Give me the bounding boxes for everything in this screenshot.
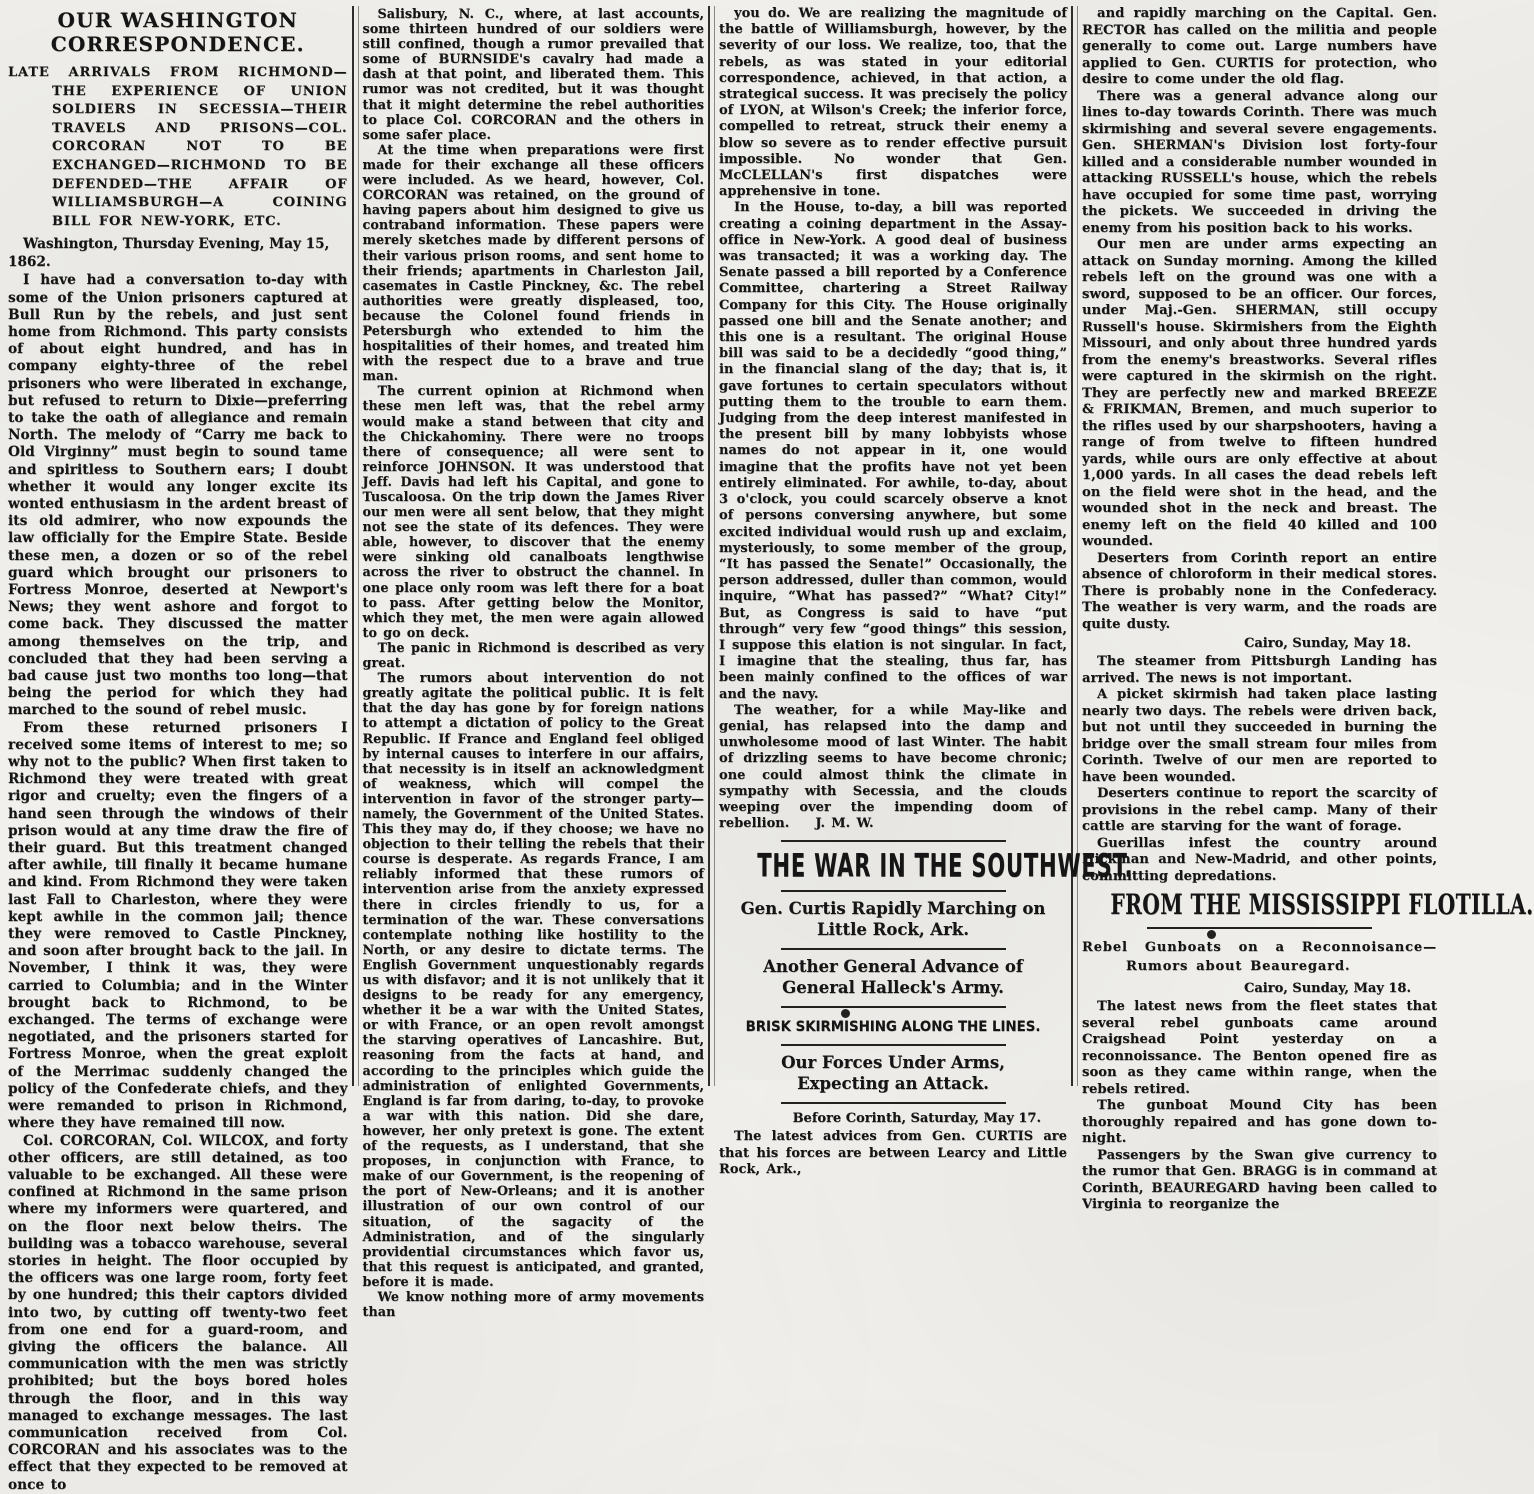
article-paragraph: At the time when preparations were first made for their exchange all these officers were included. As we heard, however, Col. CORCORAN was retained, on the ground of having papers about him designed to give us contraband information. These papers were merely sketches made by different persons of their various prison rooms, and sent home to their friends; apartments in Charleston Jail, casemates in Castle Pinckney, &c. The rebel authorities were greatly displeased, too, because the Colonel found friends in Petersburgh who extended to him the hospitalities of their homes, and treated him with the respect due to a brave and true man.	[362, 141, 704, 384]
article-subdeck: Rebel Gunboats on a Reconnoisance—Rumors about Beauregard.	[1082, 940, 1437, 974]
article-paragraph: The panic in Richmond is described as very great.	[362, 639, 704, 671]
article-paragraph: There was a general advance along our lines to-day towards Corinth. There was much skirmishing and several severe engagements. Gen. SHERMAN's Division lost forty-four killed and a considerable number wounded in attacking RUSSELL's house, which the rebels have occupied for some time past, worrying the pickets. We succeeded in driving the enemy from his position back to his works.	[1082, 88, 1437, 236]
newspaper-column-3	[719, 6, 1134, 1177]
article-paragraph: Col. CORCORAN, Col. WILCOX, and forty other officers, are still detained, as too valuable to be exchanged. All these were confined at Richmond in the same prison where my informers were quartered, and on the floor next below theirs. The building was a tobacco warehouse, several stories in height. The floor occupied by the officers was one large room, forty feet by one hundred; this their captors divided into two, by cutting off twenty-two feet from one end for a guard-room, and giving the officers the balance. All communication with the men was strictly prohibited; but the boys bored holes through the floor, and in this way managed to exchange messages. The last communication received from Col. CORCORAN and his associates was to the effect that they expected to be removed at once to	[8, 1132, 348, 1493]
section-rule-ornament	[781, 1006, 1006, 1008]
article-paragraph: you do. We are realizing the magnitude of the battle of Williamsburgh, however, by the severity of our loss. We realize, too, that the rebels, as was stated in your editorial correspondence, achieved, in that action, a strategical success. It was precisely the policy of LYON, at Wilson's Creek; the inferior force, compelled to retreat, struck their enemy a blow so severe as to render effective pursuit impossible. No wonder that Gen. McCLELLAN's first dispatches were apprehensive in tone.	[719, 6, 1067, 200]
column-divider	[1071, 6, 1078, 1086]
article-paragraph: In the House, to-day, a bill was reported creating a coining department in the Assay-office in New-York. A good deal of business was transacted; it was a working day. The Senate passed a bill reported by a Conference Committee, chartering a Street Railway Company for this City. The House originally passed one bill and the Senate another; and this one is a resultant. The original House bill was said to be a decidedly “good thing,” in the financial slang of the day; that is, it gave fortunes to certain speculators without putting them to the trouble to earn them. Judging from the deep interest manifested in the present bill by many lobbyists whose names do not appear in it, one would imagine that the profits have not yet been entirely eliminated. For awhile, to-day, about 3 o'clock, you could scarcely observe a knot of persons conversing anywhere, but some excited individual would rush up and exclaim, mysteriously, to some member of the group, “It has passed the Senate!” Occasionally, the person addressed, duller than common, would inquire, “What has passed?” “What? City!” But, as Congress is said to have “put through” very few “good things” this session, I suppose this elation is not singular. In fact, I imagine that the stealing, thus far, has been mainly confined to the offices of war and the navy.	[719, 200, 1067, 702]
section-headline: THE WAR IN THE SOUTHWEST.	[757, 848, 1134, 886]
section-rule-ornament	[1147, 927, 1372, 929]
section-rule	[781, 1044, 1006, 1046]
column-divider	[352, 6, 359, 1086]
article-paragraph: The latest advices from Gen. CURTIS are that his forces are between Learcy and Little Rock, Ark.,	[719, 1129, 1067, 1177]
section-headline: FROM THE MISSISSIPPI FLOTILLA.	[1110, 887, 1534, 922]
article-paragraph: Passengers by the Swan give currency to the rumor that Gen. BRAGG is in command at Corinth, BEAUREGARD having been called to Virginia to reorganize the	[1082, 1147, 1437, 1213]
dateline: Washington, Thursday Evening, May 15, 1862.	[8, 236, 330, 271]
article-paragraph: A picket skirmish had taken place lasting nearly two days. The rebels were driven back, but not until they succeeded in burning the bridge over the small stream four miles from Corinth. Twelve of our men are reported to have been wounded.	[1082, 687, 1437, 785]
article-paragraph: Salisbury, N. C., where, at last accounts, some thirteen hundred of our soldiers were still confined, though a rumor prevailed that some of BURNSIDE's cavalry had made a dash at that point, and liberated them. This rumor was not credited, but it was thought that it might determine the rebel authorities to place Col. CORCORAN and the others in some safer place.	[362, 6, 704, 142]
article-headline: OUR WASHINGTON CORRESPONDENCE.	[50, 8, 305, 56]
column-divider	[708, 6, 715, 1086]
newspaper-column-1	[8, 6, 348, 1493]
article-paragraph: Our men are under arms expecting an attack on Sunday morning. Among the killed rebels left on the ground was one with a sword, supposed to be an officer. Our forces, under Maj.-Gen. SHERMAN, still occupy Russell's house. Skirmishers from the Eighth Missouri, and only about three hundred yards from the enemy's breastworks. Several rifles were captured in the skirmish on the right. They are perfectly new and marked BREEZE & FRIKMAN, Bremen, and much superior to the rifles used by our sharpshooters, having a range of from twelve to fifteen hundred yards, while ours are only effective at about 1,000 yards. In all cases the dead rebels left on the field were shot in the head, and the wounded shot in the neck and breast. The enemy left on the field 40 killed and 100 wounded.	[1082, 237, 1437, 549]
article-paragraph: From these returned prisoners I received some items of interest to me; so why not to the public? When first taken to Richmond they were treated with great rigor and cruelty; even the fingers of a hand seen through the windows of their prison would at any time draw the fire of their guard. But this treatment changed after awhile, till finally it became humane and kind. From Richmond they were taken last Fall to Charleston, where they were kept awhile in the common jail; thence they were removed to Castle Pinckney, and soon after brought back to the jail. In November, I think it was, they were carried to Columbia; and in the Winter brought back to Richmond, to be exchanged. The terms of exchange were negotiated, and the prisoners started for Fortress Monroe, when the great exploit of the Merrimac suddenly changed the policy of the Confederate chiefs, and they were remanded to prison in Richmond, where they have remained till now.	[8, 719, 348, 1132]
article-subhead: Gen. Curtis Rapidly Marching on Little Rock, Ark.	[740, 899, 1046, 940]
article-subdeck: LATE ARRIVALS FROM RICHMOND—THE EXPERIENCE OF UNION SOLDIERS IN SECESSIA—THEIR TRAVELS AND PRISONS—COL. CORCORAN NOT TO BE EXCHANGED—RICHMOND TO BE DEFENDED—THE AFFAIR OF WILLIAMSBURGH—A COINING BILL FOR NEW-YORK, ETC.	[8, 65, 348, 229]
section-rule	[781, 948, 1006, 950]
article-paragraph: The steamer from Pittsburgh Landing has arrived. The news is not important.	[1082, 654, 1437, 686]
dateline: Before Corinth, Saturday, May 17.	[792, 1111, 1041, 1127]
article-paragraph: Deserters from Corinth report an entire absence of chloroform in their medical stores. There is probably none in the Confederacy. The weather is very warm, and the roads are quite dusty.	[1082, 550, 1437, 632]
newspaper-column-2	[362, 6, 705, 1320]
article-subhead: Another General Advance of General Halleck's Army.	[763, 957, 1023, 998]
article-paragraph: The current opinion at Richmond when these men left was, that the rebel army would make a stand between that city and the Chickahominy. There were no troops there of consequence; all were sent to reinforce JOHNSON. It was understood that Jeff. Davis had left his Capital, and gone to Tuscaloosa. On the trip down the James River our men were all sent below, that they might not see the state of its defences. They were able, however, to discover that the enemy were sinking old canalboats lengthwise across the river to obstruct the channel. In one place only room was left there for a boat to pass. After getting below the Monitor, which they met, the men were again allowed to go on deck.	[362, 383, 704, 640]
article-paragraph: I have had a conversation to-day with some of the Union prisoners captured at Bull Run by the rebels, and just sent home from Richmond. This party consists of about eight hundred, and has in company eighty-three of the rebel prisoners who were liberated in exchange, but refused to return to Dixie—preferring to take the oath of allegiance and remain North. The melody of “Carry me back to Old Virginny” must begin to sound tame and spiritless to Southern ears; I doubt whether it would any longer excite its wonted enthusiasm in the ardent breast of its old admirer, who now expounds the law officially for the Empire State. Beside these men, a dozen or so of the rebel guard which brought our prisoners to Fortress Monroe, deserted at Newport's News; they went ashore and forgot to come back. They discussed the matter among themselves on the trip, and concluded that they had been serving a bad cause just two months too long—that being the period for which they had marched to the sound of rebel music.	[8, 272, 348, 719]
article-paragraph: The rumors about intervention do not greatly agitate the political public. It is felt that the day has gone by for foreign nations to attempt a dictation of policy to the Great Republic. If France and England feel obliged by internal causes to interfere in our affairs, that necessity is in itself an acknowledgment of weakness, which will compel the intervention in favor of the stronger party—namely, the Government of the United States. This they may do, if they choose; we have no objection to their telling the rebels that their course is desperate. As regards France, I am reliably informed that these rumors of intervention arise from the anxiety expressed there in circles friendly to us, for a termination of the war. These conversations contemplate nothing like hostility to the North, or any desire to dictate terms. The English Government unquestionably regards us with disfavor; and it is not unlikely that it designs to be ready for any emergency, whether it be a war with the United States, or with France, or an open revolt amongst the starving operatives of Lancashire. But, reasoning from the facts at hand, and according to the principles which guide the administration of enlighted Governments, England is far from daring, to-day, to provoke a war with this nation. Did she dare, however, her only pretext is gone. The extent of the requests, as I understand, that she proposes, in conjunction with France, to make of our Government, is the reopening of the port of New-Orleans; and it is another illustration of our own control of our situation, of the sagacity of the Administration, and of the singularly providential circumstances which favor us, that this request is anticipated, and granted, before it is made.	[362, 670, 704, 1289]
article-paragraph: and rapidly marching on the Capital. Gen. RECTOR has called on the militia and people generally to come out. Large numbers have applied to Gen. CURTIS for protection, who desire to come under the old flag.	[1082, 6, 1437, 87]
article-paragraph: Guerillas infest the country around Hickman and New-Madrid, and other points, committing depredations.	[1082, 835, 1437, 884]
article-subhead: Our Forces Under Arms, Expecting an Attack.	[781, 1053, 1005, 1094]
article-paragraph: The latest news from the fleet states that several rebel gunboats came around Craigshead Point yesterday on a reconnoissance. The Benton opened fire as soon as they came within range, when the rebels retired.	[1082, 999, 1437, 1097]
section-rule	[781, 890, 1006, 892]
article-paragraph: The weather, for a while May-like and genial, has relapsed into the damp and unwholesome mood of last Winter. The habit of drizzling seems to have become chronic; one could almost think the climate in sympathy with Secessia, and the clouds weeping over the impending doom of rebellion. J. M. W.	[719, 702, 1067, 832]
dateline: Cairo, Sunday, May 18.	[1244, 636, 1411, 651]
article-paragraph: Deserters continue to report the scarcity of provisions in the rebel camp. Many of their cattle are starving for the want of forage.	[1082, 786, 1437, 834]
article-paragraph: We know nothing more of army movements than	[362, 1288, 704, 1320]
article-paragraph: The gunboat Mound City has been thoroughly repaired and has gone down to-night.	[1082, 1098, 1437, 1147]
section-rule	[781, 1102, 1006, 1104]
dateline: Cairo, Sunday, May 18.	[1244, 981, 1411, 997]
section-rule	[781, 840, 1006, 842]
article-subhead-caps: BRISK SKIRMISHING ALONG THE LINES.	[745, 1019, 1041, 1036]
newspaper-column-4	[1082, 6, 1534, 1213]
